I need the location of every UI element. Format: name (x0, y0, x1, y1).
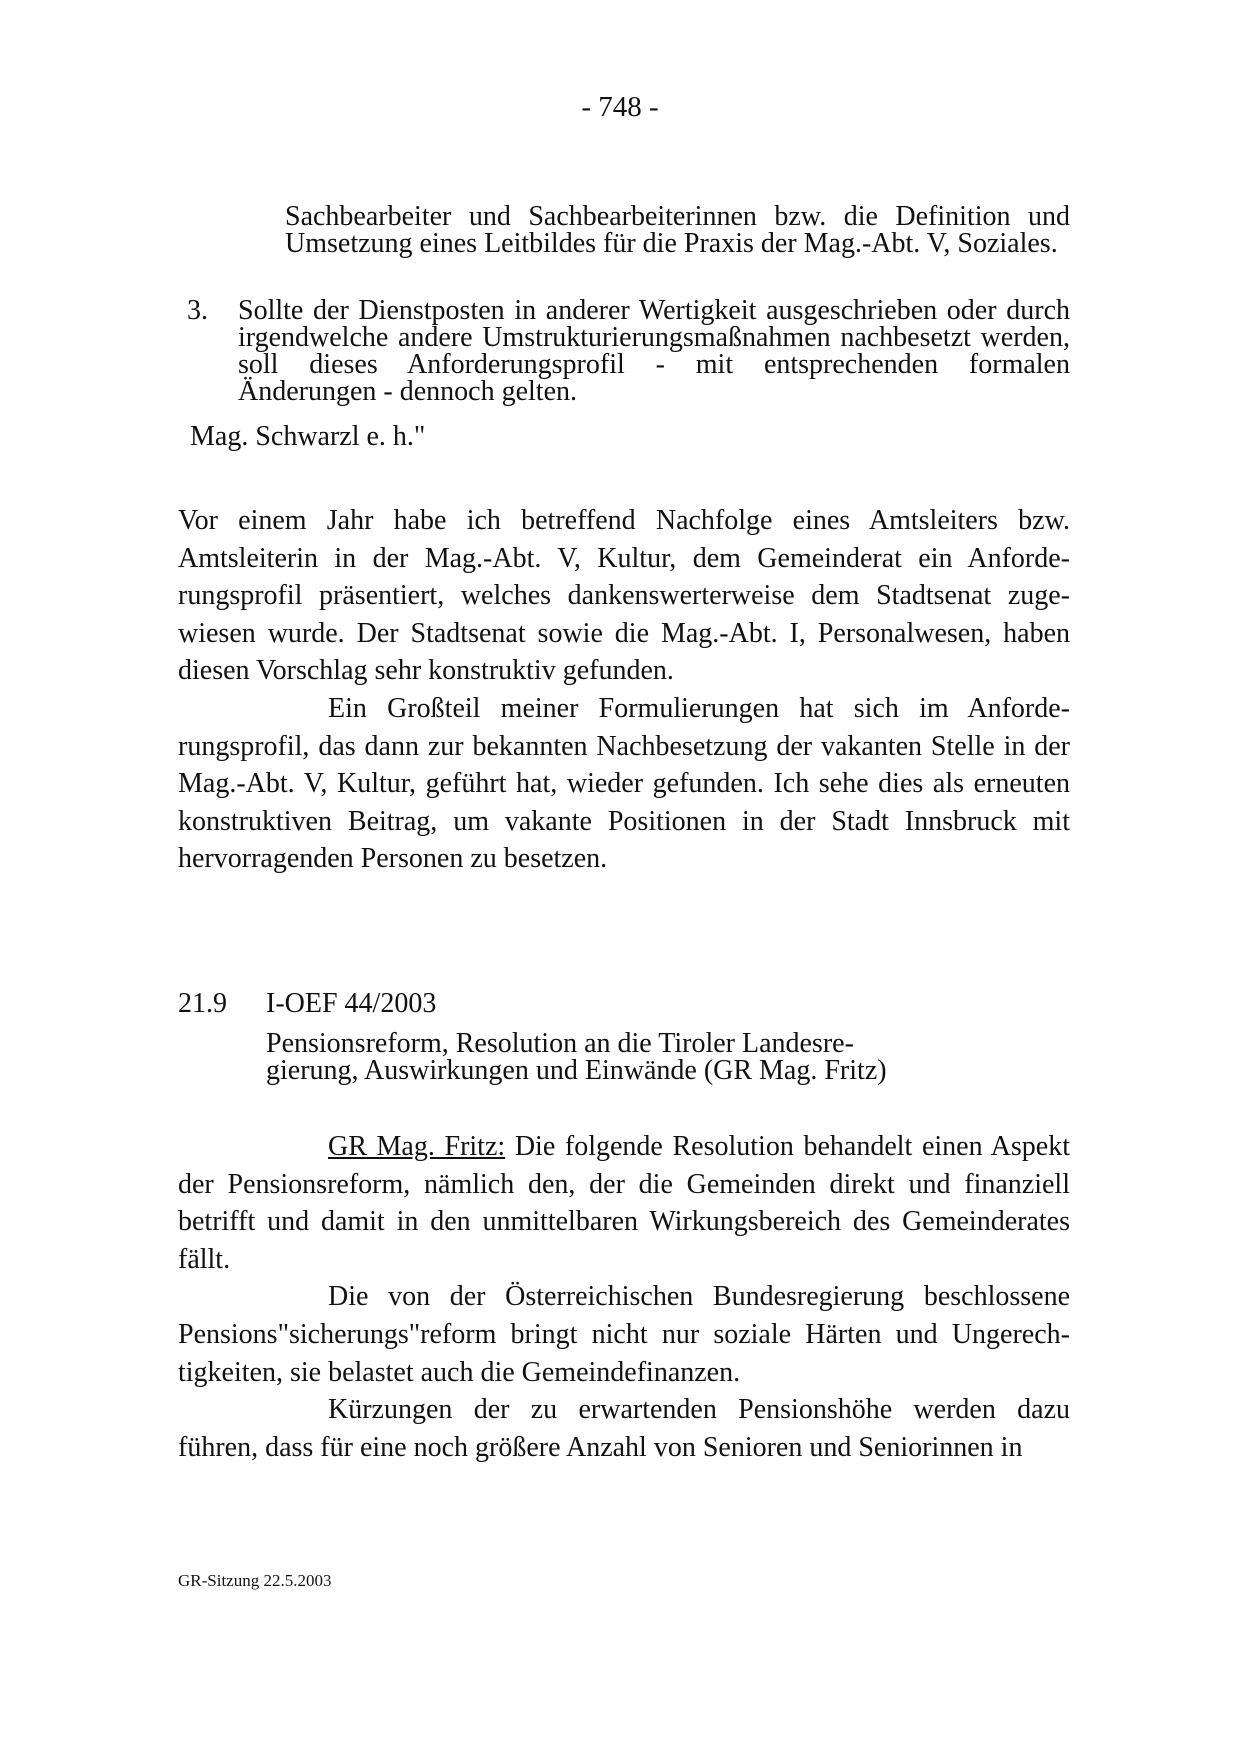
quoted-list-item-3 (187, 297, 1070, 405)
paragraph: Die von der Österreichischen Bundesregierung beschlossene Pensions"sicherungs"reform bringt nicht nur soziale Härten und Ungerechtigkeiten, sie belastet auch die Gemeindefinanzen. (178, 1281, 1070, 1388)
speech-section (178, 1128, 1070, 1466)
quoted-continuation (285, 203, 1070, 257)
quote-signature: Mag. Schwarzl e. h." (190, 421, 426, 452)
agenda-subject-line: Pensionsreform, Resolution an die Tiroler Landesre- (266, 1028, 854, 1059)
agenda-item-number: 21.9 (178, 988, 227, 1019)
speaker-name: GR Mag. Fritz: (328, 1131, 506, 1162)
page-footer: GR-Sitzung 22.5.2003 (178, 1571, 332, 1590)
speech-text: Die folgende Resolution behandelt einen Aspekt der Pensionsreform, nämlich den, der die Gemeinden direkt und finanziell betrifft und damit in den unmittelbaren Wirkungsbereich des Gemeinderates fällt. (178, 1131, 1070, 1275)
quote-continuation-text: Sachbearbeiter und Sachbearbeiterinnen bzw. die Definition und Umsetzung eines Leitbildes für die Praxis der Mag.-Abt. V, Soziales. (285, 201, 1070, 259)
list-item-number: 3. (187, 295, 208, 326)
paragraph: Vor einem Jahr habe ich betreffend Nachfolge eines Amtsleiters bzw. Amtsleiterin in der Mag.-Abt. V, Kultur, dem Gemeinderat ein Anforderungsprofil präsentiert, welches dankenswerterweise dem Stadtsenat zugewiesen wurde. Der Stadtsenat sowie die Mag.-Abt. I, Personalwesen, haben diesen Vorschlag sehr konstruktiv gefunden. (178, 505, 1070, 687)
statement-section (178, 502, 1070, 878)
paragraph (178, 1128, 1070, 1278)
agenda-item-code: I-OEF 44/2003 (266, 988, 437, 1019)
list-item-text: Sollte der Dienstposten in anderer Wertigkeit ausgeschrieben oder durch irgendwelche andere Umstrukturierungsmaßnahmen nachbesetzt werden, soll dieses Anforderungsprofil - mit entsprechenden formalen Änderungen - dennoch gelten. (238, 295, 1070, 407)
agenda-subject-line: gierung, Auswirkungen und Einwände (GR Mag. Fritz) (266, 1055, 887, 1086)
page-number: - 748 - (581, 91, 659, 123)
paragraph: Ein Großteil meiner Formulierungen hat sich im Anforderungsprofil, das dann zur bekannten Nachbesetzung der vakanten Stelle in der Mag.-Abt. V, Kultur, geführt hat, wieder gefunden. Ich sehe dies als erneuten konstruktiven Beitrag, um vakante Positionen in der Stadt Innsbruck mit hervorragenden Personen zu besetzen. (178, 692, 1070, 875)
agenda-item-subject (266, 1030, 966, 1084)
agenda-item-heading (178, 987, 436, 1021)
paragraph: Kürzungen der zu erwartenden Pensionshöhe werden dazu führen, dass für eine noch größere Anzahl von Senioren und Seniorinnen in (178, 1394, 1070, 1463)
